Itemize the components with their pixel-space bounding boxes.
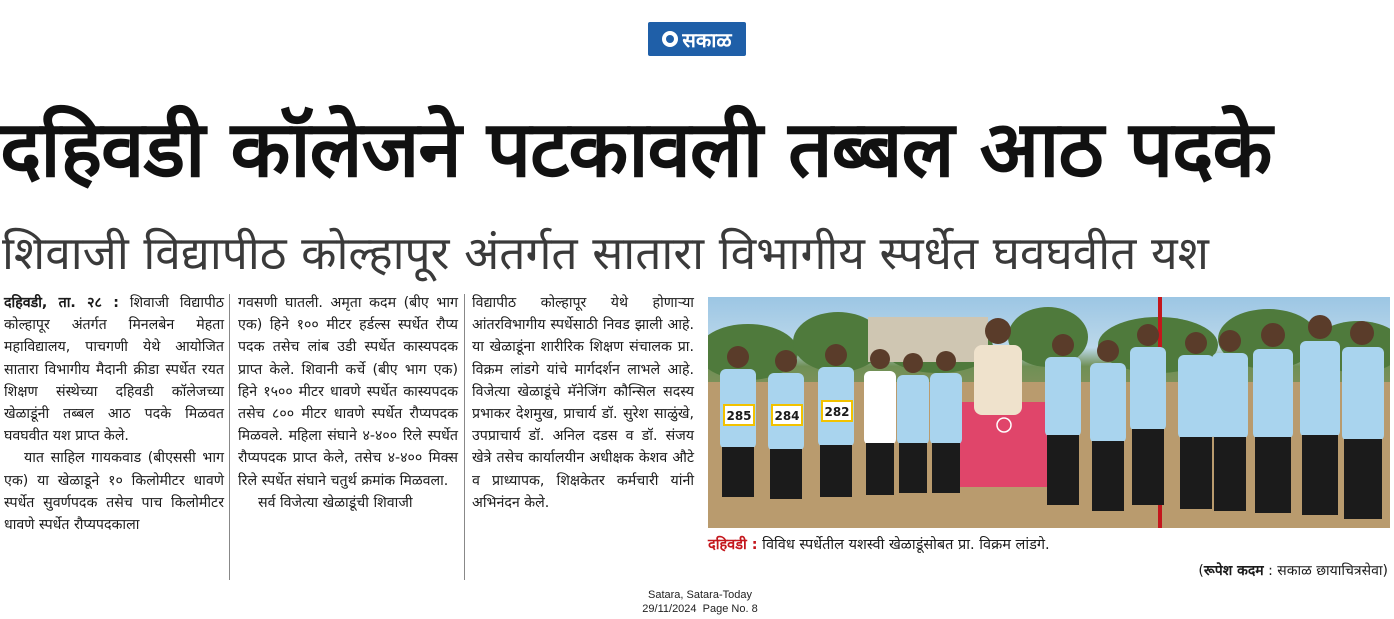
headline: दहिवडी कॉलेजने पटकावली तब्बल आठ पदके xyxy=(0,105,1272,195)
race-bib-number: 285 xyxy=(726,409,752,423)
emblem-icon xyxy=(662,31,678,47)
column-2-paragraph-2: सर्व विजेत्या खेळाडूंची शिवाजी xyxy=(258,494,413,511)
column-3-paragraph-1: विद्यापीठ कोल्हापूर येथे होणाऱ्या आंतरविभागीय स्पर्धेसाठी निवड झाली आहे. या खेळाडूंना शारीरिक शिक्षण संचालक प्रा. विक्रम लांडगे यांचे मार्गदर्शन लाभले आहे. विजेत्या खेळाडूंचे मॅनेजिंग कौन्सिल सदस्य प्रभाकर देशमुख, प्राचार्य डॉ. सुरेश साळुंखे, उपप्राचार्य डॉ. अनिल दडस व डॉ. संजय खेत्रे तसेच कार्यालयीन अधीक्षक केशव औटे व प्राध्यापक, शिक्षकेतर कर्मचारी यांनी अभिनंदन केले. xyxy=(472,295,694,511)
article-column-3 xyxy=(472,292,694,514)
caption-place: दहिवडी : xyxy=(708,537,758,553)
article-column-2 xyxy=(238,292,458,514)
team-photo xyxy=(708,297,1390,528)
subheadline: शिवाजी विद्यापीठ कोल्हापूर अंतर्गत सातारा विभागीय स्पर्धेत घवघवीत यश xyxy=(2,226,1209,280)
column-divider xyxy=(229,294,230,580)
page-footer xyxy=(560,588,840,616)
column-1-paragraph-2: यात साहिल गायकवाड (बीएससी भाग एक) या खेळाडूने १० किलोमीटर धावणे स्पर्धेत सुवर्णपदक तसेच पाच किलोमीटर धावणे स्पर्धेत रौप्यपदकाला xyxy=(4,450,224,534)
masthead-name: सकाळ xyxy=(682,27,732,52)
photo-credit: (रूपेश कदम : सकाळ छायाचित्रसेवा) xyxy=(1198,563,1388,579)
credit-rest: : सकाळ छायाचित्रसेवा) xyxy=(1263,563,1388,579)
article-column-1 xyxy=(4,292,224,536)
column-1-paragraph-1: शिवाजी विद्यापीठ कोल्हापूर अंतर्गत मिनलबेन मेहता महाविद्यालय, पाचगणी येथे आयोजित सातारा विभागीय मैदानी क्रीडा स्पर्धेत रयत शिक्षण संस्थेच्या दहिवडी कॉलेजच्या खेळाडूंनी तब्बल आठ पदके मिळवत घवघवीत यश प्राप्त केले. xyxy=(4,295,225,445)
photo-caption xyxy=(708,534,1390,556)
race-bib-number: 284 xyxy=(774,409,800,423)
credit-name: रूपेश कदम xyxy=(1203,563,1264,579)
column-2-paragraph-1: गवसणी घातली. अमृता कदम (बीए भाग एक) हिने १०० मीटर हर्डल्स स्पर्धेत रौप्य पदक तसेच लांब उडी स्पर्धेत कास्यपदक प्राप्त केले. शिवानी कर्चे (बीए भाग एक) हिने १५०० मीटर धावणे स्पर्धेत कास्यपदक तसेच ८०० मीटर धावणे स्पर्धेत रौप्यपदक मिळवले. महिला संघाने ४-४०० रिले स्पर्धेत रौप्यपदक प्राप्त केले, तसेच ४-४०० मिक्स रिले स्पर्धेत संघाने चतुर्थ क्रमांक मिळवला. xyxy=(238,295,458,489)
dateline: दहिवडी, ता. २८ : xyxy=(4,295,119,311)
footer-date-page: 29/11/2024 Page No. 8 xyxy=(642,603,758,615)
masthead-logo xyxy=(648,22,746,56)
column-divider xyxy=(464,294,465,580)
caption-text: विविध स्पर्धेतील यशस्वी खेळाडूंसोबत प्रा. विक्रम लांडगे. xyxy=(757,537,1050,553)
footer-edition: Satara, Satara-Today xyxy=(648,589,752,601)
team-photo-illustration xyxy=(708,297,1390,528)
race-bib-number: 282 xyxy=(824,405,850,419)
